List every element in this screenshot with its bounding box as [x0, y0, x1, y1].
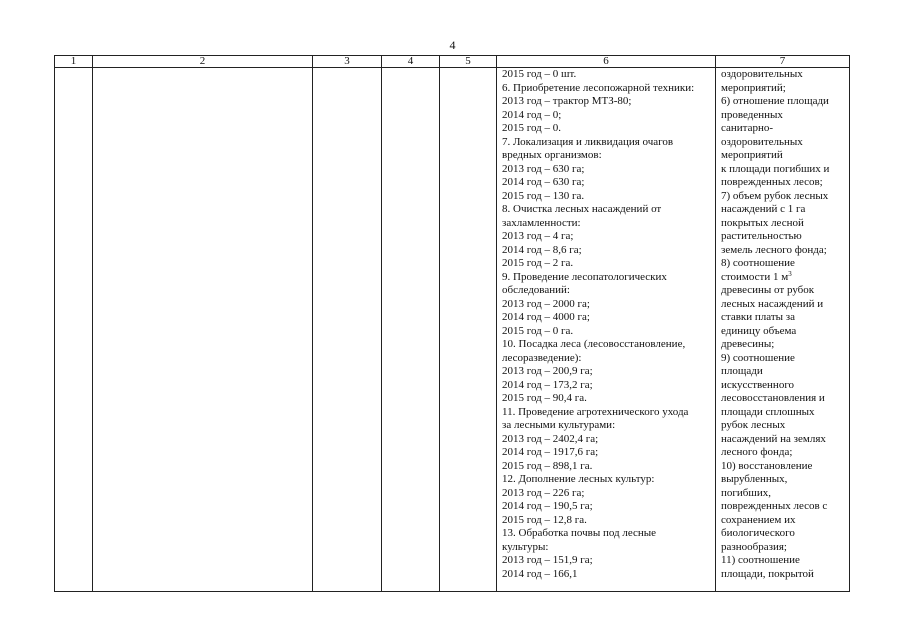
- indicator-line: ставки платы за: [721, 311, 796, 323]
- superscript-3: 3: [788, 269, 792, 278]
- activity-line: 2015 год – 0.: [502, 122, 562, 134]
- activity-line: 2014 год – 4000 га;: [502, 311, 590, 323]
- column-header-1: 1: [55, 56, 93, 68]
- activity-line: 2015 год – 0 шт.: [502, 68, 577, 80]
- indicators-list-part-1: [721, 68, 849, 271]
- cell-col-4: [382, 68, 440, 592]
- indicator-line-text: стоимости 1 м: [721, 270, 789, 283]
- indicator-line: вырубленных,: [721, 473, 788, 485]
- column-header-7: 7: [716, 56, 850, 68]
- activity-line: 2015 год – 90,4 га.: [502, 392, 587, 404]
- indicator-line: растительностью: [721, 230, 802, 242]
- indicator-line: покрытых лесной: [721, 216, 804, 229]
- indicator-line: проведенных: [721, 108, 783, 121]
- activity-line: 10. Посадка леса (лесовосстановление,: [502, 338, 686, 350]
- indicator-line: 7) объем рубок лесных: [721, 189, 829, 202]
- indicator-line: 11) соотношение: [721, 554, 800, 566]
- activity-line: 13. Обработка почвы под лесные: [502, 527, 657, 539]
- cell-col-2: [93, 68, 313, 592]
- cell-col-3: [313, 68, 382, 592]
- indicator-line: погибших,: [721, 486, 771, 499]
- activity-line: 11. Проведение агротехнического ухода: [502, 405, 689, 418]
- indicator-line: 9) соотношение: [721, 351, 795, 364]
- indicator-line: искусственного: [721, 378, 795, 391]
- activity-line: 2015 год – 0 га.: [502, 324, 574, 337]
- indicator-line: оздоровительных: [721, 68, 803, 80]
- activity-line: 2014 год – 1917,6 га;: [502, 446, 599, 458]
- indicator-line: древесины;: [721, 338, 775, 350]
- indicator-line: санитарно-: [721, 122, 774, 134]
- activity-line: 2014 год – 173,2 га;: [502, 378, 593, 391]
- indicator-line: площади: [721, 365, 763, 377]
- activity-line: 6. Приобретение лесопожарной техники:: [502, 81, 695, 94]
- column-header-2: 2: [93, 56, 313, 68]
- activity-line: 2015 год – 130 га.: [502, 189, 585, 202]
- activity-line: 2013 год – 151,9 га;: [502, 554, 593, 566]
- activity-line: 2013 год – 2000 га;: [502, 297, 590, 310]
- indicator-line: 10) восстановление: [721, 459, 813, 472]
- indicator-line: насаждений с 1 га: [721, 203, 806, 215]
- activity-line: 2013 год – 630 га;: [502, 162, 585, 175]
- activity-line: 7. Локализация и ликвидация очагов: [502, 135, 674, 148]
- indicator-line: единицу объема: [721, 324, 797, 337]
- indicator-line: площади, покрытой: [721, 567, 814, 580]
- column-header-3: 3: [313, 56, 382, 68]
- activities-list: [497, 68, 715, 581]
- indicators-list-part-2: [721, 284, 849, 581]
- activity-line: культуры:: [502, 540, 549, 553]
- indicator-line: лесных насаждений и: [721, 297, 824, 310]
- cell-col-5: [440, 68, 497, 592]
- indicator-line: лесного фонда;: [721, 446, 793, 458]
- activity-line: 12. Дополнение лесных культур:: [502, 473, 655, 485]
- activity-line: 2014 год – 190,5 га;: [502, 500, 593, 512]
- indicator-line: 6) отношение площади: [721, 95, 829, 107]
- column-header-4: 4: [382, 56, 440, 68]
- activity-line: захламленности:: [502, 216, 581, 229]
- activity-line: вредных организмов:: [502, 149, 602, 161]
- document-table: [54, 55, 850, 592]
- page-number: 4: [449, 38, 456, 52]
- table-row: [55, 68, 850, 592]
- activity-line: 2013 год – 226 га;: [502, 486, 585, 499]
- indicator-line: земель лесного фонда;: [721, 243, 827, 256]
- activity-line: 2014 год – 630 га;: [502, 176, 585, 188]
- activity-line: 2015 год – 12,8 га.: [502, 513, 587, 526]
- indicator-line: рубок лесных: [721, 419, 786, 431]
- activity-line: 2013 год – трактор МТЗ-80;: [502, 95, 632, 107]
- activity-line: лесоразведение):: [502, 351, 582, 364]
- activity-line: 2015 год – 2 га.: [502, 257, 574, 269]
- indicator-line: биологического: [721, 527, 795, 539]
- activity-line: 9. Проведение лесопатологических: [502, 270, 667, 283]
- cell-col-1: [55, 68, 93, 592]
- activity-line: 2013 год – 200,9 га;: [502, 365, 593, 377]
- indicator-line: оздоровительных: [721, 135, 803, 148]
- indicator-line: разнообразия;: [721, 540, 787, 553]
- column-header-6: 6: [497, 56, 716, 68]
- column-header-5: 5: [440, 56, 497, 68]
- activity-line: 2014 год – 0;: [502, 108, 562, 121]
- activity-line: обследований:: [502, 284, 570, 296]
- activity-line: 2013 год – 4 га;: [502, 230, 574, 242]
- indicator-line: лесовосстановления и: [721, 392, 825, 404]
- indicator-line: поврежденных лесов;: [721, 176, 823, 188]
- indicator-line: мероприятий: [721, 149, 783, 161]
- activity-line: 2014 год – 8,6 га;: [502, 243, 582, 256]
- cell-col-6: [497, 68, 716, 592]
- activity-line: 2014 год – 166,1: [502, 567, 578, 580]
- activity-line: 2013 год – 2402,4 га;: [502, 432, 599, 445]
- cell-col-7: [716, 68, 850, 592]
- indicator-line: поврежденных лесов с: [721, 500, 828, 512]
- activity-line: 2015 год – 898,1 га.: [502, 459, 593, 472]
- indicators-list: [716, 68, 849, 581]
- indicator-line-unit: [721, 271, 849, 285]
- indicator-line: площади сплошных: [721, 405, 815, 418]
- activity-line: 8. Очистка лесных насаждений от: [502, 203, 662, 215]
- indicator-line: сохранением их: [721, 513, 796, 526]
- indicator-line: 8) соотношение: [721, 257, 795, 269]
- header-row: [55, 56, 850, 68]
- indicator-line: насаждений на землях: [721, 432, 826, 445]
- indicator-line: мероприятий;: [721, 81, 786, 94]
- indicator-line: древесины от рубок: [721, 284, 815, 296]
- activity-line: за лесными культурами:: [502, 419, 616, 431]
- indicator-line: к площади погибших и: [721, 162, 830, 175]
